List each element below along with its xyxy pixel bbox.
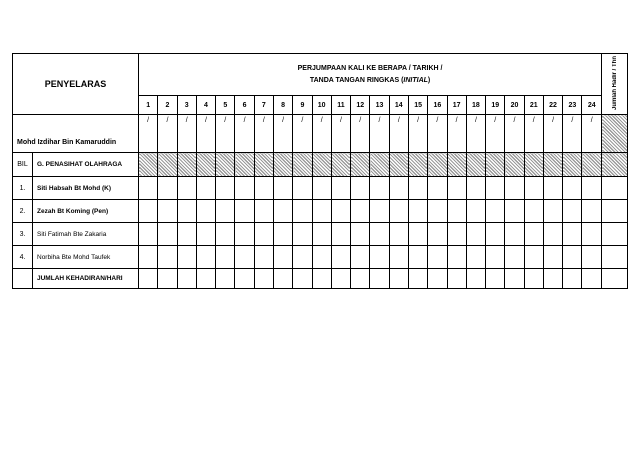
session-number-text: 4	[204, 101, 208, 109]
attendance-cell	[196, 223, 215, 246]
attendance-cell	[466, 177, 485, 200]
group-header-cell	[33, 153, 139, 177]
member-name-cell	[33, 200, 139, 223]
signature-mark: /	[243, 117, 246, 124]
coordinator-signature-cell	[524, 115, 543, 153]
attendance-cell	[158, 223, 177, 246]
attendance-cell	[216, 223, 235, 246]
bil-label: BIL	[17, 161, 28, 168]
session-number	[524, 96, 543, 115]
attendance-cell	[543, 223, 562, 246]
attendance-cell	[254, 223, 273, 246]
session-number	[428, 96, 447, 115]
hatched-cell	[273, 153, 292, 177]
hatched-cell	[216, 153, 235, 177]
coordinator-signature-cell	[563, 115, 582, 153]
attendance-cell	[486, 246, 505, 269]
attendance-cell	[312, 177, 331, 200]
signature-mark: /	[571, 117, 574, 124]
session-number-text: 8	[281, 101, 286, 109]
attendance-cell	[505, 223, 524, 246]
total-cell	[505, 269, 524, 289]
attendance-cell	[177, 246, 196, 269]
member-number-cell	[13, 200, 33, 223]
bil-header-cell	[13, 153, 33, 177]
attendance-cell	[563, 177, 582, 200]
signature-mark: /	[339, 117, 342, 124]
attendance-cell	[543, 177, 562, 200]
signature-mark: /	[455, 117, 458, 124]
title-line-2-suffix: )	[427, 76, 431, 84]
attendance-cell	[196, 246, 215, 269]
hatched-cell	[486, 153, 505, 177]
total-cell	[273, 269, 292, 289]
attendance-cell	[370, 223, 389, 246]
attendance-cell	[486, 223, 505, 246]
coordinator-signature-cell	[158, 115, 177, 153]
member-number: 4.	[19, 253, 26, 261]
session-number-text: 7	[261, 101, 266, 109]
member-name: Siti Fatimah Bte Zakaria	[37, 230, 107, 238]
attendance-cell	[582, 223, 602, 246]
total-cell	[235, 269, 254, 289]
attendance-cell	[273, 177, 292, 200]
hatched-cell	[177, 153, 196, 177]
hatched-cell	[254, 153, 273, 177]
session-number-text: 15	[414, 101, 422, 109]
attendance-cell	[505, 200, 524, 223]
hatched-cell	[235, 153, 254, 177]
member-number: 1.	[19, 184, 26, 192]
attendance-cell	[216, 246, 235, 269]
signature-mark: /	[147, 117, 150, 124]
hatched-cell	[196, 153, 215, 177]
total-cell	[370, 269, 389, 289]
attendance-cell	[389, 223, 408, 246]
hatched-cell	[331, 153, 350, 177]
total-cell	[389, 269, 408, 289]
attendance-table	[12, 53, 628, 289]
session-number	[139, 96, 158, 115]
coordinator-name: Mohd Izdihar Bin Kamaruddin	[17, 139, 117, 146]
hatched-cell	[524, 153, 543, 177]
attendance-cell	[312, 200, 331, 223]
hatched-cell	[563, 153, 582, 177]
hatched-cell	[389, 153, 408, 177]
hatched-cell	[582, 153, 602, 177]
signature-mark: /	[320, 117, 323, 124]
signature-mark: /	[532, 117, 535, 124]
attendance-cell	[293, 223, 312, 246]
attendance-cell	[331, 200, 350, 223]
attendance-cell	[389, 200, 408, 223]
session-number-text: 16	[433, 101, 442, 109]
coordinator-signature-cell	[139, 115, 158, 153]
coordinator-signature-cell	[505, 115, 524, 153]
attendance-cell	[273, 223, 292, 246]
total-cell	[254, 269, 273, 289]
attendance-cell	[563, 223, 582, 246]
signature-mark: /	[166, 117, 169, 124]
attendance-cell	[139, 177, 158, 200]
total-cell	[196, 269, 215, 289]
attendance-cell	[196, 177, 215, 200]
member-number-cell	[13, 246, 33, 269]
attendance-cell	[273, 200, 292, 223]
member-number-cell	[13, 177, 33, 200]
session-number-text: 6	[242, 101, 247, 109]
coordinator-signature-cell	[196, 115, 215, 153]
hatched-cell	[158, 153, 177, 177]
attendance-cell	[351, 246, 370, 269]
attendance-cell	[139, 246, 158, 269]
signature-mark: /	[359, 117, 362, 124]
attendance-cell	[331, 246, 350, 269]
session-number-text: 22	[549, 101, 557, 109]
total-cell	[351, 269, 370, 289]
signature-mark: /	[262, 117, 265, 124]
coordinator-name-cell	[13, 115, 139, 153]
attendance-cell	[466, 223, 485, 246]
session-number-text: 9	[300, 101, 305, 109]
total-cell	[563, 269, 582, 289]
coordinator-signature-cell	[351, 115, 370, 153]
member-name-cell	[33, 223, 139, 246]
total-cell	[582, 269, 602, 289]
signature-mark: /	[494, 117, 497, 124]
attendance-cell	[408, 177, 427, 200]
total-cell	[331, 269, 350, 289]
signature-mark: /	[301, 117, 304, 124]
total-cell	[139, 269, 158, 289]
total-cell	[312, 269, 331, 289]
hatched-cell	[602, 153, 628, 177]
session-number	[389, 96, 408, 115]
total-cell	[177, 269, 196, 289]
signature-mark: /	[436, 117, 439, 124]
hatched-cell	[428, 153, 447, 177]
coordinator-signature-cell	[486, 115, 505, 153]
session-number-text: 21	[529, 101, 538, 109]
member-number: 2.	[19, 207, 26, 215]
group-label: G. PENASIHAT OLAHRAGA	[37, 161, 123, 168]
meeting-title	[139, 54, 602, 96]
signature-mark: /	[185, 117, 188, 124]
coordinator-signature-cell	[235, 115, 254, 153]
coordinator-signature-cell	[389, 115, 408, 153]
attendance-cell	[582, 200, 602, 223]
total-cell	[216, 269, 235, 289]
footer-blank-cell	[13, 269, 33, 289]
session-number	[563, 96, 582, 115]
attendance-cell	[139, 200, 158, 223]
session-number-text: 10	[317, 101, 326, 109]
member-name-cell	[33, 246, 139, 269]
attendance-cell	[331, 177, 350, 200]
session-number-text: 19	[491, 101, 500, 109]
attendance-cell	[254, 200, 273, 223]
session-number-text: 12	[356, 101, 365, 109]
session-number-text: 17	[452, 101, 461, 109]
attendance-cell	[563, 246, 582, 269]
attendance-cell	[582, 177, 602, 200]
attendance-cell	[447, 177, 466, 200]
hatched-cell	[351, 153, 370, 177]
coordinator-total-cell	[602, 115, 628, 153]
session-number	[293, 96, 312, 115]
attendance-cell	[602, 246, 628, 269]
attendance-cell	[177, 200, 196, 223]
attendance-cell	[486, 200, 505, 223]
session-number	[177, 96, 196, 115]
coordinator-signature-cell	[428, 115, 447, 153]
session-number	[505, 96, 524, 115]
title-line-2-italic: INITIAL	[403, 76, 428, 84]
session-number	[273, 96, 292, 115]
session-number	[486, 96, 505, 115]
signature-mark: /	[552, 117, 555, 124]
signature-mark: /	[378, 117, 381, 124]
member-number-cell	[13, 223, 33, 246]
attendance-cell	[216, 200, 235, 223]
coordinator-signature-cell	[216, 115, 235, 153]
total-cell	[408, 269, 427, 289]
attendance-cell	[447, 223, 466, 246]
attendance-cell	[582, 246, 602, 269]
attendance-cell	[408, 223, 427, 246]
coordinator-signature-cell	[582, 115, 602, 153]
attendance-cell	[273, 246, 292, 269]
hatched-cell	[408, 153, 427, 177]
signature-mark: /	[397, 117, 400, 124]
coordinator-signature-cell	[331, 115, 350, 153]
attendance-cell	[524, 177, 543, 200]
hatched-cell	[505, 153, 524, 177]
member-name-cell	[33, 177, 139, 200]
attendance-cell	[505, 246, 524, 269]
session-number	[235, 96, 254, 115]
attendance-cell	[235, 200, 254, 223]
signature-mark: /	[282, 117, 285, 124]
title-line-1: PERJUMPAAN KALI KE BERAPA / TARIKH /	[297, 64, 443, 72]
attendance-cell	[370, 246, 389, 269]
coordinator-signature-cell	[466, 115, 485, 153]
hatched-cell	[139, 153, 158, 177]
total-cell	[447, 269, 466, 289]
attendance-cell	[543, 200, 562, 223]
signature-mark: /	[205, 117, 207, 124]
session-number-text: 13	[375, 101, 384, 109]
attendance-cell	[389, 246, 408, 269]
attendance-cell	[158, 246, 177, 269]
penyelaras-header	[13, 54, 139, 115]
session-number	[543, 96, 562, 115]
attendance-cell	[408, 246, 427, 269]
attendance-cell	[524, 200, 543, 223]
attendance-cell	[293, 246, 312, 269]
attendance-cell	[466, 200, 485, 223]
total-cell	[466, 269, 485, 289]
session-number-text: 20	[510, 101, 519, 109]
session-number	[196, 96, 215, 115]
attendance-cell	[486, 177, 505, 200]
attendance-cell	[524, 223, 543, 246]
member-name: Zezah Bt Koming (Pen)	[37, 207, 109, 215]
coordinator-signature-cell	[408, 115, 427, 153]
attendance-cell	[408, 200, 427, 223]
attendance-cell	[177, 223, 196, 246]
attendance-cell	[428, 200, 447, 223]
attendance-cell	[447, 246, 466, 269]
attendance-cell	[428, 177, 447, 200]
attendance-cell	[177, 177, 196, 200]
hatched-cell	[466, 153, 485, 177]
total-cell	[486, 269, 505, 289]
hatched-cell	[543, 153, 562, 177]
attendance-cell	[428, 223, 447, 246]
coordinator-signature-cell	[447, 115, 466, 153]
attendance-cell	[505, 177, 524, 200]
member-name: Siti Habsah Bt Mohd (K)	[37, 184, 112, 192]
total-label: JUMLAH KEHADIRAN/HARI	[37, 275, 123, 282]
attendance-cell	[466, 246, 485, 269]
attendance-cell	[312, 246, 331, 269]
session-number-text: 18	[472, 101, 480, 109]
session-number-text: 5	[223, 101, 228, 109]
session-number	[351, 96, 370, 115]
attendance-cell	[158, 177, 177, 200]
session-number	[408, 96, 427, 115]
total-cell	[293, 269, 312, 289]
attendance-cell	[312, 223, 331, 246]
session-number-text: 14	[394, 101, 403, 109]
attendance-cell	[235, 223, 254, 246]
total-cell	[543, 269, 562, 289]
session-number	[370, 96, 389, 115]
attendance-cell	[196, 200, 215, 223]
session-number	[216, 96, 235, 115]
attendance-cell	[524, 246, 543, 269]
attendance-cell	[351, 200, 370, 223]
attendance-cell	[216, 177, 235, 200]
coordinator-signature-cell	[543, 115, 562, 153]
jumlah-hadir-header	[602, 54, 628, 115]
signature-mark: /	[417, 117, 420, 124]
attendance-cell	[139, 223, 158, 246]
attendance-cell	[370, 200, 389, 223]
attendance-cell	[351, 223, 370, 246]
coordinator-signature-cell	[312, 115, 331, 153]
attendance-cell	[254, 177, 273, 200]
attendance-cell	[370, 177, 389, 200]
signature-mark: /	[224, 117, 227, 124]
attendance-cell	[447, 200, 466, 223]
total-cell	[158, 269, 177, 289]
session-number	[158, 96, 177, 115]
member-number: 3.	[19, 230, 26, 238]
session-number	[466, 96, 485, 115]
jumlah-hadir-label: Jumlah Hadir / Thn	[611, 55, 618, 110]
session-number	[254, 96, 273, 115]
coordinator-signature-cell	[293, 115, 312, 153]
attendance-cell	[351, 177, 370, 200]
coordinator-signature-cell	[177, 115, 196, 153]
session-number-text: 1	[146, 101, 151, 109]
signature-mark: /	[474, 117, 477, 124]
signature-mark: /	[513, 117, 516, 124]
session-number-text: 11	[337, 101, 345, 109]
session-number	[582, 96, 602, 115]
signature-mark: /	[590, 117, 593, 124]
attendance-cell	[235, 246, 254, 269]
session-number	[447, 96, 466, 115]
total-cell	[524, 269, 543, 289]
attendance-cell	[235, 177, 254, 200]
coordinator-signature-cell	[273, 115, 292, 153]
attendance-cell	[428, 246, 447, 269]
attendance-cell	[331, 223, 350, 246]
session-number	[331, 96, 350, 115]
title-line-2-prefix: TANDA TANGAN RINGKAS (	[309, 76, 404, 84]
member-name: Norbiha Bte Mohd Taufek	[37, 253, 111, 261]
session-number-text: 23	[568, 101, 577, 109]
session-number-text: 3	[184, 101, 189, 109]
hatched-cell	[370, 153, 389, 177]
coordinator-signature-cell	[254, 115, 273, 153]
session-number	[312, 96, 331, 115]
attendance-cell	[389, 177, 408, 200]
total-cell	[428, 269, 447, 289]
attendance-cell	[254, 246, 273, 269]
hatched-cell	[293, 153, 312, 177]
session-number-text: 2	[165, 101, 170, 109]
session-number-text: 24	[587, 101, 596, 109]
hatched-cell	[312, 153, 331, 177]
total-label-cell	[33, 269, 139, 289]
attendance-cell	[563, 200, 582, 223]
total-cell	[602, 269, 628, 289]
attendance-cell	[602, 223, 628, 246]
attendance-cell	[543, 246, 562, 269]
attendance-cell	[158, 200, 177, 223]
attendance-cell	[602, 177, 628, 200]
penyelaras-label: PENYELARAS	[44, 79, 107, 89]
coordinator-signature-cell	[370, 115, 389, 153]
attendance-cell	[293, 200, 312, 223]
hatched-cell	[447, 153, 466, 177]
attendance-cell	[602, 200, 628, 223]
attendance-cell	[293, 177, 312, 200]
